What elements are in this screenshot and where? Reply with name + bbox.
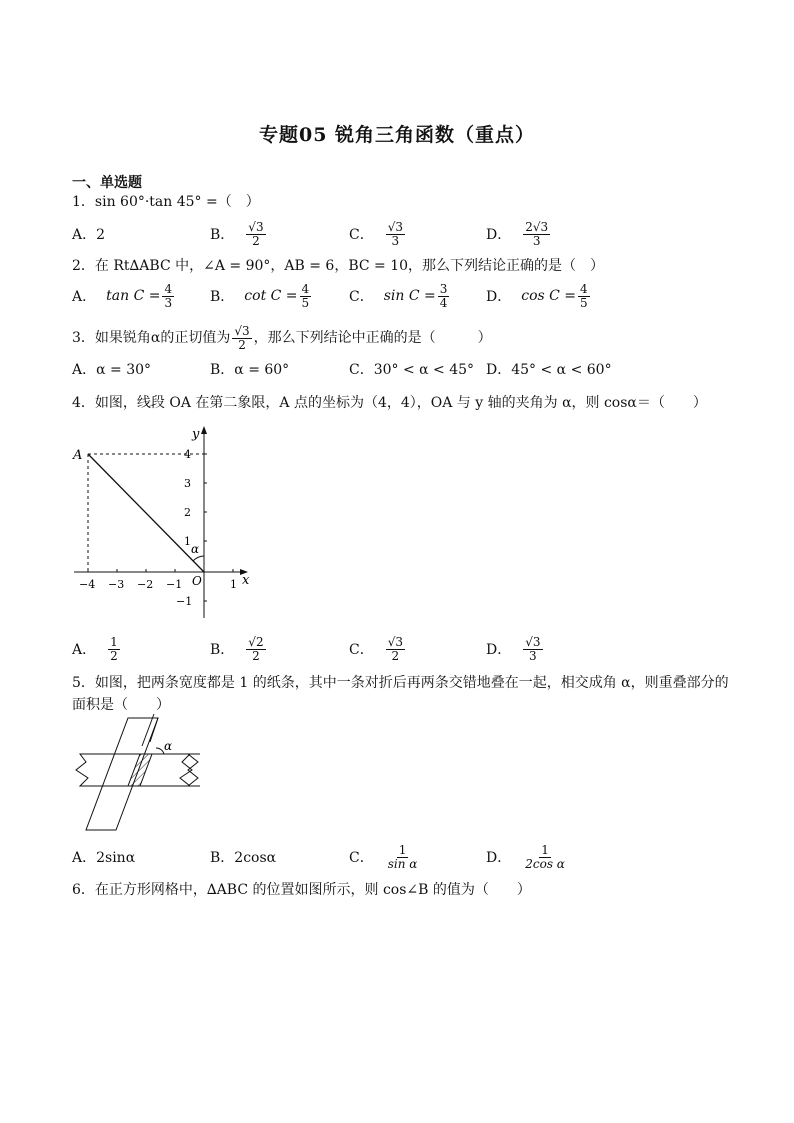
q1-option-b[interactable]: B． $\frac{√3}{2}$	[210, 219, 264, 248]
q4-option-b[interactable]: B． $\frac{√2}{2}$	[210, 634, 264, 663]
q4-option-d[interactable]: D． $\frac{√3}{3}$	[486, 634, 541, 663]
point-a-label: A	[73, 448, 83, 463]
page-title: 专题05 锐角三角函数（重点）	[258, 124, 536, 146]
q3-option-d[interactable]: D．45° < α < 60°	[486, 362, 612, 378]
q2-option-d[interactable]: D． cos C = $\frac{4}{5}$	[486, 281, 588, 310]
q4-option-a[interactable]: A． $\frac{1}{2}$	[72, 634, 118, 663]
y-tick-label: 4	[184, 448, 191, 461]
y-tick-label: 3	[184, 477, 191, 490]
question-2-options	[72, 279, 732, 313]
q2-option-a[interactable]: A． tan C = $\frac{4}{3}$	[72, 281, 173, 310]
question-5-options	[72, 840, 732, 874]
fraction: $\frac{√3}{2}$	[387, 634, 403, 663]
y-tick-label: 2	[184, 506, 191, 519]
y-axis-arrow	[201, 426, 207, 434]
q4-coordinate-figure	[66, 422, 266, 622]
question-4-stem: 4．如图，线段 OA 在第二象限，A 点的坐标为（4，4），OA 与 y 轴的夹角为 α，则 cosα＝（ ）	[72, 395, 707, 411]
fraction: $\frac{3}{4}$	[439, 281, 448, 310]
fraction: $\frac{2√3}{3}$	[525, 219, 549, 248]
q1-option-a[interactable]: A．2	[72, 227, 106, 243]
fraction: $\frac{1}{2}$	[110, 634, 118, 663]
question-6-stem: 6．在正方形网格中，∆ABC 的位置如图所示，则 cos∠B 的值为（ ）	[72, 882, 531, 898]
fraction: $\frac{1}{\text{2cos α}}$	[525, 842, 565, 871]
q4-option-c[interactable]: C． $\frac{√3}{2}$	[349, 634, 403, 663]
question-3-stem: 3．如果锐角α的正切值为 $\frac{√3}{2}$ ，那么下列结论中正确的是（ ）	[72, 323, 492, 352]
fraction: $\frac{1}{\text{sin α}}$	[387, 842, 418, 871]
q5-paper-strips-figure	[70, 712, 205, 834]
question-1-stem: 1．sin 60°·tan 45° =（ ）	[72, 194, 260, 210]
q3-option-c[interactable]: C．30° < α < 45°	[349, 362, 475, 378]
q3-option-b[interactable]: B．α = 60°	[210, 362, 290, 378]
q2-option-c[interactable]: C． sin C = $\frac{3}{4}$	[349, 281, 448, 310]
x-tick-label: −2	[137, 578, 154, 591]
angle-label: α	[191, 542, 200, 556]
q3-option-a[interactable]: A．α = 30°	[72, 362, 152, 378]
y-tick-label: −1	[176, 595, 193, 608]
q2-option-b[interactable]: B． cot C = $\frac{4}{5}$	[210, 281, 310, 310]
fraction: $\frac{√3}{3}$	[525, 634, 541, 663]
y-tick-label: 1	[184, 535, 191, 548]
x-tick-label: −4	[79, 578, 96, 591]
q1-option-c[interactable]: C． $\frac{√3}{3}$	[349, 219, 403, 248]
q5-option-d[interactable]: D． $\frac{1}{\text{2cos α}}$	[486, 842, 565, 871]
fraction: $\frac{4}{5}$	[301, 281, 310, 310]
fraction: $\frac{√3}{2}$	[248, 219, 264, 248]
question-3-options	[72, 352, 732, 386]
q1-option-d[interactable]: D． $\frac{2√3}{3}$	[486, 219, 549, 248]
question-2-stem: 2．在 Rt∆ABC 中，∠A = 90°，AB = 6，BC = 10，那么下列结论正确的是（ ）	[72, 258, 605, 274]
angle-arc	[193, 556, 204, 561]
y-axis-label: y	[192, 427, 200, 442]
fraction: $\frac{√3}{2}$	[234, 323, 250, 352]
q5-option-c[interactable]: C． $\frac{1}{\text{sin α}}$	[349, 842, 418, 871]
fraction: $\frac{√3}{3}$	[387, 219, 403, 248]
origin-label: O	[192, 574, 202, 588]
q5-option-a[interactable]: A．2sinα	[72, 850, 136, 866]
x-axis-label: x	[242, 573, 250, 588]
fraction: $\frac{√2}{2}$	[248, 634, 264, 663]
section-heading: 一、单选题	[72, 175, 142, 191]
fraction: $\frac{4}{3}$	[164, 281, 173, 310]
question-1-options	[72, 217, 732, 251]
angle-label: α	[164, 739, 173, 753]
x-tick-label: −1	[166, 578, 183, 591]
q5-option-b[interactable]: B．2cosα	[210, 850, 277, 866]
question-5-stem: 5．如图，把两条宽度都是 1 的纸条，其中一条对折后再两条交错地叠在一起，相交成角 α，则重叠部分的 面积是（ ）	[72, 675, 729, 713]
question-4-options	[72, 632, 732, 666]
angle-arc	[156, 748, 164, 754]
fraction: $\frac{4}{5}$	[580, 281, 588, 310]
x-tick-label: −3	[108, 578, 125, 591]
x-tick-label: 1	[230, 578, 237, 591]
